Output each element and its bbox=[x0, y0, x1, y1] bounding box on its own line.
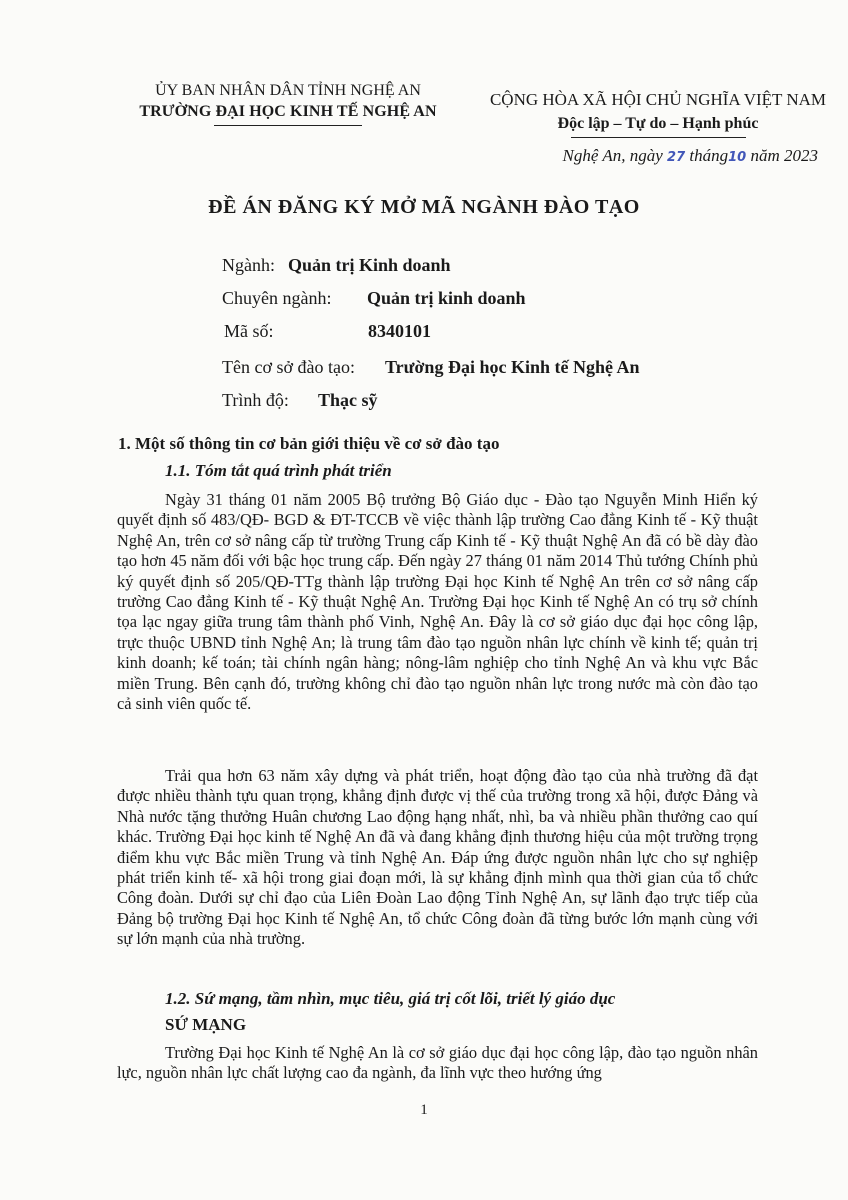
info-value: Thạc sỹ bbox=[318, 390, 378, 410]
handwritten-day: 27 bbox=[667, 150, 686, 165]
date-line bbox=[468, 146, 818, 166]
provincial-committee: ỦY BAN NHÂN DÂN TỈNH NGHỆ AN bbox=[155, 82, 421, 99]
info-label: Ngành: bbox=[222, 255, 275, 275]
date-mid: tháng bbox=[689, 146, 729, 165]
info-value: Trường Đại học Kinh tế Nghệ An bbox=[385, 357, 640, 377]
paragraph-mission: Trường Đại học Kinh tế Nghệ An là cơ sở giáo dục đại học công lập, đào tạo nguồn nhân lực, nguồn nhân lực chất lượng cao đa ngành, đa lĩnh vực theo hướng ứng bbox=[117, 1043, 758, 1083]
document-title: ĐỀ ÁN ĐĂNG KÝ MỞ MÃ NGÀNH ĐÀO TẠO bbox=[208, 196, 640, 218]
section-1-heading: 1. Một số thông tin cơ bản giới thiệu về cơ sở đào tạo bbox=[118, 434, 500, 453]
mission-heading: SỨ MẠNG bbox=[165, 1015, 247, 1034]
university-name: TRƯỜNG ĐẠI HỌC KINH TẾ NGHỆ AN bbox=[139, 103, 437, 120]
info-label: Tên cơ sở đào tạo: bbox=[222, 357, 355, 377]
section-1-2-heading: 1.2. Sứ mạng, tầm nhìn, mục tiêu, giá trị cốt lõi, triết lý giáo dục bbox=[165, 989, 616, 1008]
date-suffix: năm 2023 bbox=[750, 146, 818, 165]
info-value: Quản trị kinh doanh bbox=[367, 288, 526, 308]
national-motto: Độc lập – Tự do – Hạnh phúc bbox=[557, 115, 759, 132]
national-title: CỘNG HÒA XÃ HỘI CHỦ NGHĨA VIỆT NAM bbox=[489, 90, 827, 109]
header-right-rule bbox=[571, 137, 746, 138]
info-label: Mã số: bbox=[224, 321, 274, 341]
paragraph-achievements: Trải qua hơn 63 năm xây dựng và phát triển, hoạt động đào tạo của nhà trường đã đạt được nhiều thành tựu quan trọng, khẳng định được vị thế của trường trong xã hội, được Đảng và Nhà nước tặng thưởng Huân chương Lao động hạng nhất, nhì, ba và nhiều phần thưởng cao quí khác. Trường Đại học kinh tế Nghệ An đã và đang khẳng định thương hiệu của một trường trọng điểm khu vực Bắc miền Trung và tỉnh Nghệ An. Đáp ứng được nguồn nhân lực cho sự nghiệp phát triển kinh tế- xã hội trong giai đoạn mới, là sự khẳng định mình qua thời gian của tổ chức Công đoàn. Dưới sự chỉ đạo của Liên Đoàn Lao động Tỉnh Nghệ An, sự lãnh đạo trực tiếp của Đảng bộ trường Đại học Kinh tế Nghệ An, tổ chức Công đoàn đã từng bước lớn mạnh cùng với sự lớn mạnh của nhà trường. bbox=[117, 766, 758, 949]
header-left bbox=[118, 80, 458, 126]
info-value: Quản trị Kinh doanh bbox=[288, 255, 451, 275]
header-left-rule bbox=[214, 125, 362, 126]
info-label: Trình độ: bbox=[222, 390, 289, 410]
paragraph-history: Ngày 31 tháng 01 năm 2005 Bộ trưởng Bộ Giáo dục - Đào tạo Nguyễn Minh Hiển ký quyết định số 483/QĐ- BGD & ĐT-TCCB về việc thành lập trường Cao đẳng Kinh tế - Kỹ thuật Nghệ An, trên cơ sở nâng cấp từ trường Trung cấp Kinh tế - Kỹ thuật Nghệ An đã có bề dày đào tạo hơn 45 năm đối với bậc học trung cấp. Đến ngày 27 tháng 01 năm 2014 Thủ tướng Chính phủ ký quyết định số 205/QĐ-TTg thành lập trường Đại học Kinh tế Nghệ An trên cơ sở nâng cấp trường Cao đẳng Kinh tế - Kỹ thuật Nghệ An. Trường Đại học Kinh tế Nghệ An có trụ sở chính tọa lạc ngay giữa trung tâm thành phố Vinh, Nghệ An. Đây là cơ sở giáo dục đại học công lập, trực thuộc UBND tỉnh Nghệ An; là trung tâm đào tạo nguồn nhân lực chính về kinh tế; quản trị kinh doanh; kế toán; tài chính ngân hàng; nông-lâm nghiệp cho tỉnh Nghệ An và khu vực Bắc miền Trung. Bên cạnh đó, trường không chỉ đào tạo nguồn nhân lực trong nước mà còn đào tạo cả sinh viên quốc tế. bbox=[117, 490, 758, 714]
date-prefix: Nghệ An, ngày bbox=[562, 146, 663, 165]
header-right bbox=[468, 88, 848, 138]
info-label: Chuyên ngành: bbox=[222, 288, 332, 308]
page-number: 1 bbox=[420, 1102, 428, 1118]
handwritten-month: 10 bbox=[728, 150, 747, 165]
section-1-1-heading: 1.1. Tóm tắt quá trình phát triển bbox=[165, 461, 392, 480]
info-value: 8340101 bbox=[368, 321, 431, 341]
